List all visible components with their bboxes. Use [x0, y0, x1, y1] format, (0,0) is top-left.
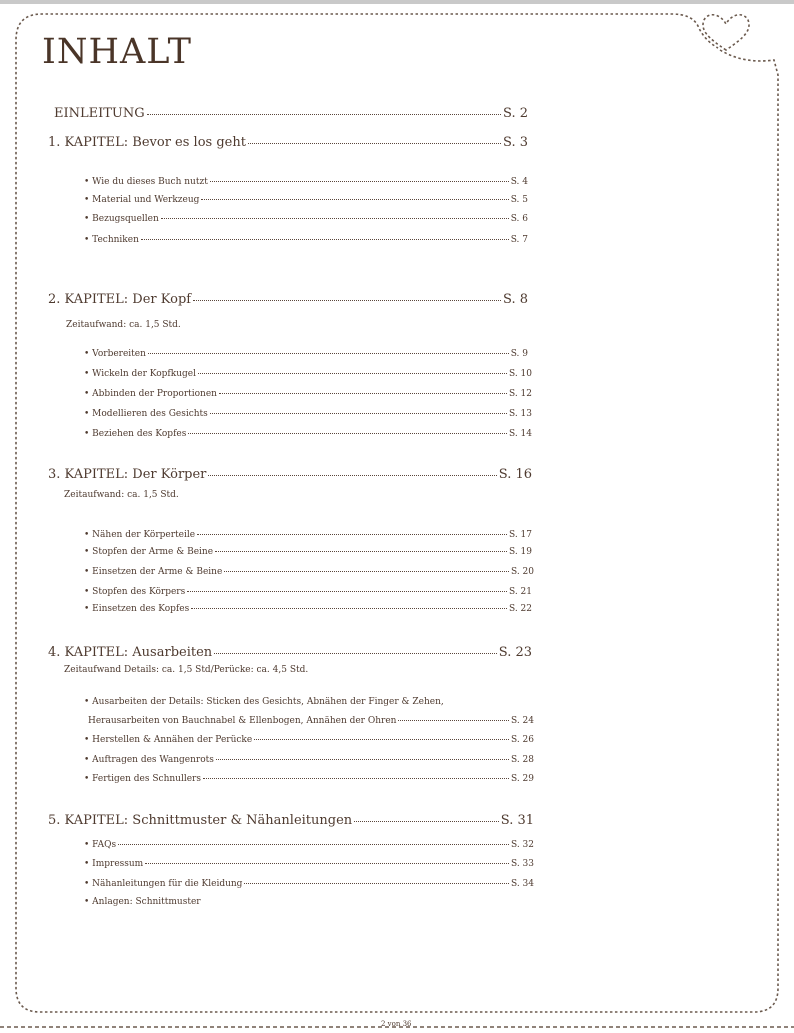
dot-leader — [244, 883, 509, 884]
toc-entry-chapter-2[interactable] — [48, 292, 528, 307]
toc-entry-item[interactable] — [84, 774, 534, 784]
toc-label: • Einsetzen der Arme & Beine — [84, 567, 223, 577]
toc-label: • Einsetzen des Kopfes — [84, 604, 190, 614]
toc-page: S. 9 — [510, 349, 528, 359]
toc-page: S. 16 — [498, 467, 532, 482]
toc-entry-item[interactable] — [84, 879, 534, 889]
toc-label: • Techniken — [84, 235, 139, 245]
dot-leader — [224, 571, 509, 572]
toc-label: 5. KAPITEL: Schnittmuster & Nähanleitungen — [48, 813, 353, 828]
dot-leader — [141, 239, 509, 240]
dot-leader — [216, 759, 509, 760]
toc-item-first-line[interactable]: • Ausarbeiten der Details: Sticken des Gesichts, Abnähen der Finger & Zehen, — [84, 697, 444, 707]
toc-page: S. 22 — [508, 604, 532, 614]
toc-entry-chapter-3[interactable] — [48, 467, 532, 482]
toc-entry-chapter-4[interactable] — [48, 645, 532, 660]
toc-page: S. 20 — [510, 567, 534, 577]
toc-entry-einleitung[interactable] — [54, 106, 528, 121]
toc-label: • Vorbereiten — [84, 349, 146, 359]
dot-leader — [187, 591, 507, 592]
toc-label: 3. KAPITEL: Der Körper — [48, 467, 207, 482]
toc-label: • Abbinden der Proportionen — [84, 389, 217, 399]
dot-leader — [354, 821, 499, 822]
dot-leader — [118, 844, 509, 845]
toc-page: S. 23 — [498, 645, 532, 660]
toc-entry-item[interactable] — [88, 716, 534, 726]
toc-label: • FAQs — [84, 840, 117, 850]
dot-leader — [248, 143, 501, 144]
dot-leader — [191, 608, 507, 609]
toc-entry-item[interactable] — [84, 567, 534, 577]
toc-label: • Bezugsquellen — [84, 214, 159, 224]
toc-label: • Material und Werkzeug — [84, 195, 200, 205]
toc-entry-chapter-1[interactable] — [48, 135, 528, 150]
dot-leader — [161, 218, 509, 219]
toc-entry-item[interactable] — [84, 235, 528, 245]
time-estimate-note: Zeitaufwand Details: ca. 1,5 Std/Perücke: ca. 4,5 Std. — [64, 665, 309, 675]
toc-label: • Auftragen des Wangenrots — [84, 755, 214, 765]
toc-entry-item[interactable] — [84, 195, 528, 205]
toc-label: • Beziehen des Kopfes — [84, 429, 187, 439]
toc-entry-item[interactable] — [84, 587, 532, 597]
toc-label: • Nähanleitungen für die Kleidung — [84, 879, 243, 889]
toc-page: S. 24 — [510, 716, 534, 726]
toc-page: S. 31 — [500, 813, 534, 828]
page-title: INHALT — [42, 32, 192, 72]
toc-page: S. 8 — [503, 292, 528, 307]
toc-label: • Stopfen der Arme & Beine — [84, 547, 214, 557]
time-estimate-note: Zeitaufwand: ca. 1,5 Std. — [64, 490, 179, 500]
toc-page: S. 3 — [503, 135, 528, 150]
toc-page: S. 32 — [510, 840, 534, 850]
toc-label: EINLEITUNG — [54, 106, 145, 121]
toc-entry-item[interactable] — [84, 735, 534, 745]
toc-entry-item[interactable] — [84, 409, 532, 419]
toc-entry-chapter-5[interactable] — [48, 813, 534, 828]
toc-label: 2. KAPITEL: Der Kopf — [48, 292, 192, 307]
toc-page: S. 10 — [508, 369, 532, 379]
toc-entry-item[interactable] — [84, 349, 528, 359]
toc-entry-item[interactable] — [84, 389, 532, 399]
toc-entry-item[interactable] — [84, 177, 528, 187]
toc-entry-item[interactable] — [84, 840, 534, 850]
toc-label: Herausarbeiten von Bauchnabel & Ellenbogen, Annähen der Ohren — [88, 716, 397, 726]
toc-page: S. 5 — [510, 195, 528, 205]
dot-leader — [198, 373, 507, 374]
toc-label: • Wickeln der Kopfkugel — [84, 369, 196, 379]
toc-label: • Nähen der Körperteile — [84, 530, 196, 540]
toc-item-no-page[interactable]: • Anlagen: Schnittmuster — [84, 897, 201, 907]
dot-leader — [215, 551, 507, 552]
toc-page: S. 14 — [508, 429, 532, 439]
dot-leader — [203, 778, 509, 779]
dot-leader — [193, 300, 501, 301]
dot-leader — [201, 199, 508, 200]
toc-page: S. 4 — [510, 177, 528, 187]
dot-leader — [219, 393, 507, 394]
toc-page: S. 21 — [508, 587, 532, 597]
toc-page: S. 19 — [508, 547, 532, 557]
toc-page: S. 28 — [510, 755, 534, 765]
toc-page: S. 29 — [510, 774, 534, 784]
toc-page: S. 7 — [510, 235, 528, 245]
toc-page: S. 6 — [510, 214, 528, 224]
toc-page: S. 26 — [510, 735, 534, 745]
dot-leader — [148, 353, 509, 354]
toc-entry-item[interactable] — [84, 547, 532, 557]
toc-label: • Impressum — [84, 859, 144, 869]
dot-leader — [210, 413, 507, 414]
toc-entry-item[interactable] — [84, 755, 534, 765]
dot-leader — [254, 739, 509, 740]
toc-page: S. 17 — [508, 530, 532, 540]
page-number: 2 von 36 — [381, 1020, 412, 1028]
dot-leader — [210, 181, 509, 182]
toc-label: 4. KAPITEL: Ausarbeiten — [48, 645, 213, 660]
toc-label: • Herstellen & Annähen der Perücke — [84, 735, 253, 745]
toc-label: • Modellieren des Gesichts — [84, 409, 208, 419]
toc-label: • Fertigen des Schnullers — [84, 774, 201, 784]
toc-entry-item[interactable] — [84, 214, 528, 224]
toc-page: S. 33 — [510, 859, 534, 869]
dot-leader — [188, 433, 507, 434]
dot-leader — [197, 534, 507, 535]
dot-leader — [145, 863, 509, 864]
toc-page: S. 12 — [508, 389, 532, 399]
toc-entry-item[interactable] — [84, 369, 532, 379]
time-estimate-note: Zeitaufwand: ca. 1,5 Std. — [66, 320, 181, 330]
toc-label: 1. KAPITEL: Bevor es los geht — [48, 135, 246, 150]
toc-label: • Stopfen des Körpers — [84, 587, 186, 597]
toc-entry-item[interactable] — [84, 859, 534, 869]
toc-page: S. 13 — [508, 409, 532, 419]
toc-label: • Wie du dieses Buch nutzt — [84, 177, 208, 187]
dot-leader — [208, 475, 496, 476]
toc-entry-item[interactable] — [84, 604, 532, 614]
toc-entry-item[interactable] — [84, 530, 532, 540]
dot-leader — [214, 653, 497, 654]
dot-leader — [398, 720, 509, 721]
toc-entry-item[interactable] — [84, 429, 532, 439]
dot-leader — [147, 114, 501, 115]
toc-page: S. 34 — [510, 879, 534, 889]
toc-page: S. 2 — [503, 106, 528, 121]
